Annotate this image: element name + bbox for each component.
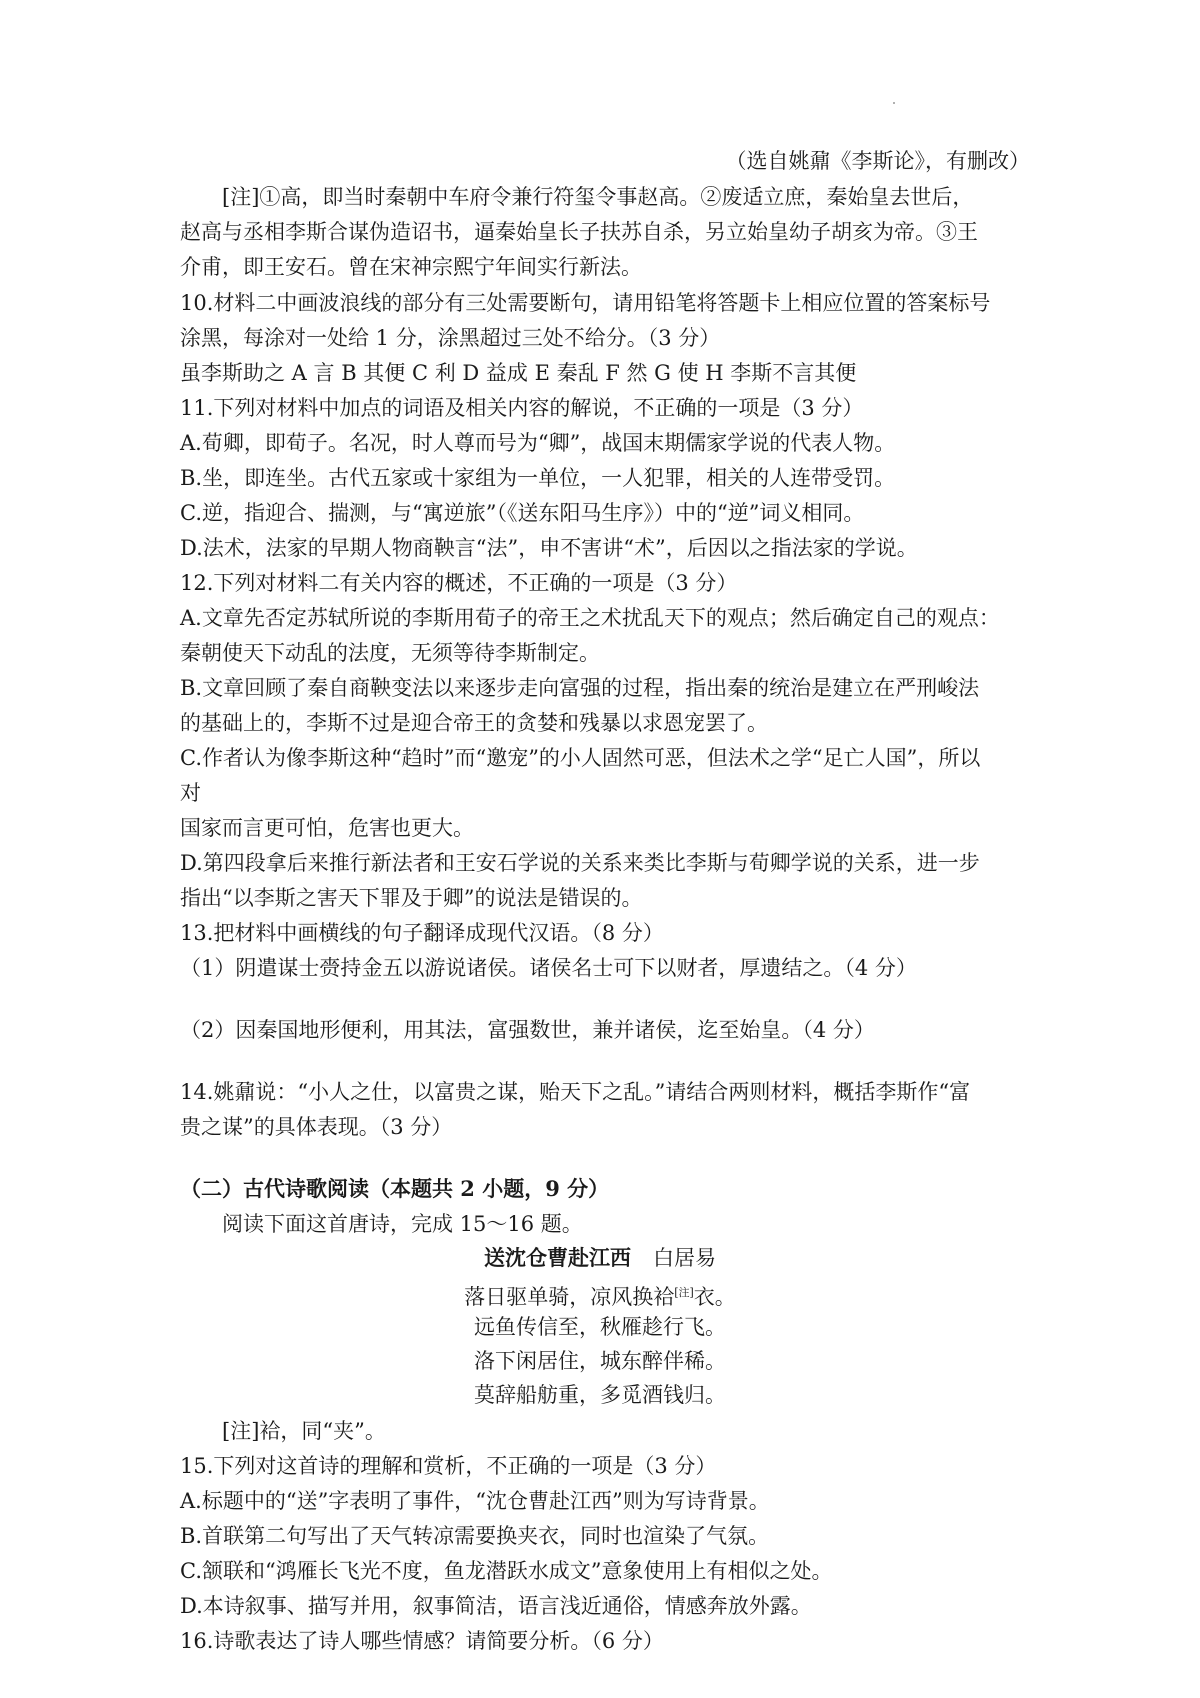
poem-author: 白居易 [653,1246,716,1270]
poem-title-line [0,1243,1200,1273]
question-15-option-a: A.标题中的“送”字表明了事件，“沈仓曹赴江西”则为写诗背景。 [180,1489,770,1513]
poem-title: 送沈仓曹赴江西 [484,1245,631,1270]
question-11-option-d: D.法术，法家的早期人物商鞅言“法”，申不害讲“术”，后因以之指法家的学说。 [180,536,918,560]
poem-line-4: 莫辞船舫重，多觅酒钱归。 [474,1383,726,1407]
question-12-stem: 12.下列对材料二有关内容的概述，不正确的一项是（3 分） [180,571,738,595]
question-11-option-b: B.坐，即连坐。古代五家或十家组为一单位，一人犯罪，相关的人连带受罚。 [180,466,896,490]
question-12-option-c-line-2: 对 [180,781,201,805]
question-12-option-b-line-1: B.文章回顾了秦自商鞅变法以来逐步走向富强的过程，指出秦的统治是建立在严刑峻法 [180,676,980,700]
poem-line-3: 洛下闲居住，城东醉伴稀。 [474,1349,726,1373]
question-13-sentence-1: （1）阴遣谋士赍持金五以游说诸侯。诸侯名士可下以财者，厚遗结之。（4 分） [180,956,917,980]
poem-line-1 [0,1278,1200,1312]
question-11-stem: 11.下列对材料中加点的词语及相关内容的解说，不正确的一项是（3 分） [180,396,864,420]
question-13-sentence-2: （2）因秦国地形便利，用其法，富强数世，兼并诸侯，迄至始皇。（4 分） [180,1018,875,1042]
annotation-line-3: 介甫，即王安石。曾在宋神宗熙宁年间实行新法。 [180,255,642,279]
question-13-stem: 13.把材料中画横线的句子翻译成现代汉语。（8 分） [180,921,664,945]
question-15-stem: 15.下列对这首诗的理解和赏析，不正确的一项是（3 分） [180,1454,717,1478]
question-14-line-1: 14.姚鼐说：“小人之仕，以富贵之谋，贻天下之乱。”请结合两则材料，概括李斯作“富 [180,1080,971,1104]
question-12-option-b-line-2: 的基础上的，李斯不过是迎合帝王的贪婪和残暴以求恩宠罢了。 [180,711,768,735]
section-2-instruction: 阅读下面这首唐诗，完成 15～16 题。 [222,1212,583,1236]
poem-note-mark: [注] [674,1286,694,1299]
question-12-option-d-line-1: D.第四段拿后来推行新法者和王安石学说的关系来类比李斯与荀卿学说的关系，进一步 [180,851,980,875]
question-14-line-2: 贵之谋”的具体表现。（3 分） [180,1115,453,1139]
poem-line-1-start: 落日驱单骑，凉风换袷 [464,1285,675,1309]
question-10-line-2: 涂黑，每涂对一处给 1 分，涂黑超过三处不给分。（3 分） [180,326,721,350]
question-11-option-a: A.荀卿，即荀子。名况，时人尊而号为“卿”，战国末期儒家学说的代表人物。 [180,431,896,455]
question-12-option-c-line-3: 国家而言更可怕，危害也更大。 [180,816,474,840]
poem-note: [注]袷，同“夹”。 [222,1419,386,1443]
question-16-stem: 16.诗歌表达了诗人哪些情感？请简要分析。（6 分） [180,1629,664,1653]
question-12-option-d-line-2: 指出“以李斯之害天下罪及于卿”的说法是错误的。 [180,886,643,910]
question-15-option-d: D.本诗叙事、描写并用，叙事简洁，语言浅近通俗，情感奔放外露。 [180,1594,812,1618]
question-12-option-a-line-2: 秦朝使天下动乱的法度，无须等待李斯制定。 [180,641,600,665]
question-12-option-a-line-1: A.文章先否定苏轼所说的李斯用荀子的帝王之术扰乱天下的观点；然后确定自己的观点： [180,606,1000,630]
question-15-option-b: B.首联第二句写出了天气转凉需要换夹衣，同时也渲染了气氛。 [180,1524,770,1548]
question-10-line-1: 10.材料二中画波浪线的部分有三处需要断句，请用铅笔将答题卡上相应位置的答案标号 [180,291,991,315]
question-12-option-c-line-1: C.作者认为像李斯这种“趋时”而“邀宠”的小人固然可恶，但法术之学“足亡人国”，所以 [180,746,981,770]
question-11-option-c: C.逆，指迎合、揣测，与“寓逆旅”（《送东阳马生序》）中的“逆”词义相同。 [180,501,865,525]
annotation-line-2: 赵高与丞相李斯合谋伪造诏书，逼秦始皇长子扶苏自杀，另立始皇幼子胡亥为帝。③王 [180,220,978,244]
question-10-options: 虽李斯助之 A 言 B 其便 C 利 D 益成 E 秦乱 F 然 G 使 H 李斯不言其便 [180,361,857,385]
section-2-heading: （二）古代诗歌阅读（本题共 2 小题，9 分） [180,1176,610,1201]
poem-line-2: 远鱼传信至，秋雁趁行飞。 [474,1315,726,1339]
annotation-line-1: [注]①高，即当时秦朝中车府令兼行符玺令事赵高。②废适立庶，秦始皇去世后， [222,185,974,209]
source-note: （选自姚鼐《李斯论》，有删改） [725,149,1030,173]
question-15-option-c: C.颔联和“鸿雁长飞光不度，鱼龙潜跃水成文”意象使用上有相似之处。 [180,1559,833,1583]
poem-line-1-end: 衣。 [693,1285,736,1309]
scan-speck [893,102,895,104]
